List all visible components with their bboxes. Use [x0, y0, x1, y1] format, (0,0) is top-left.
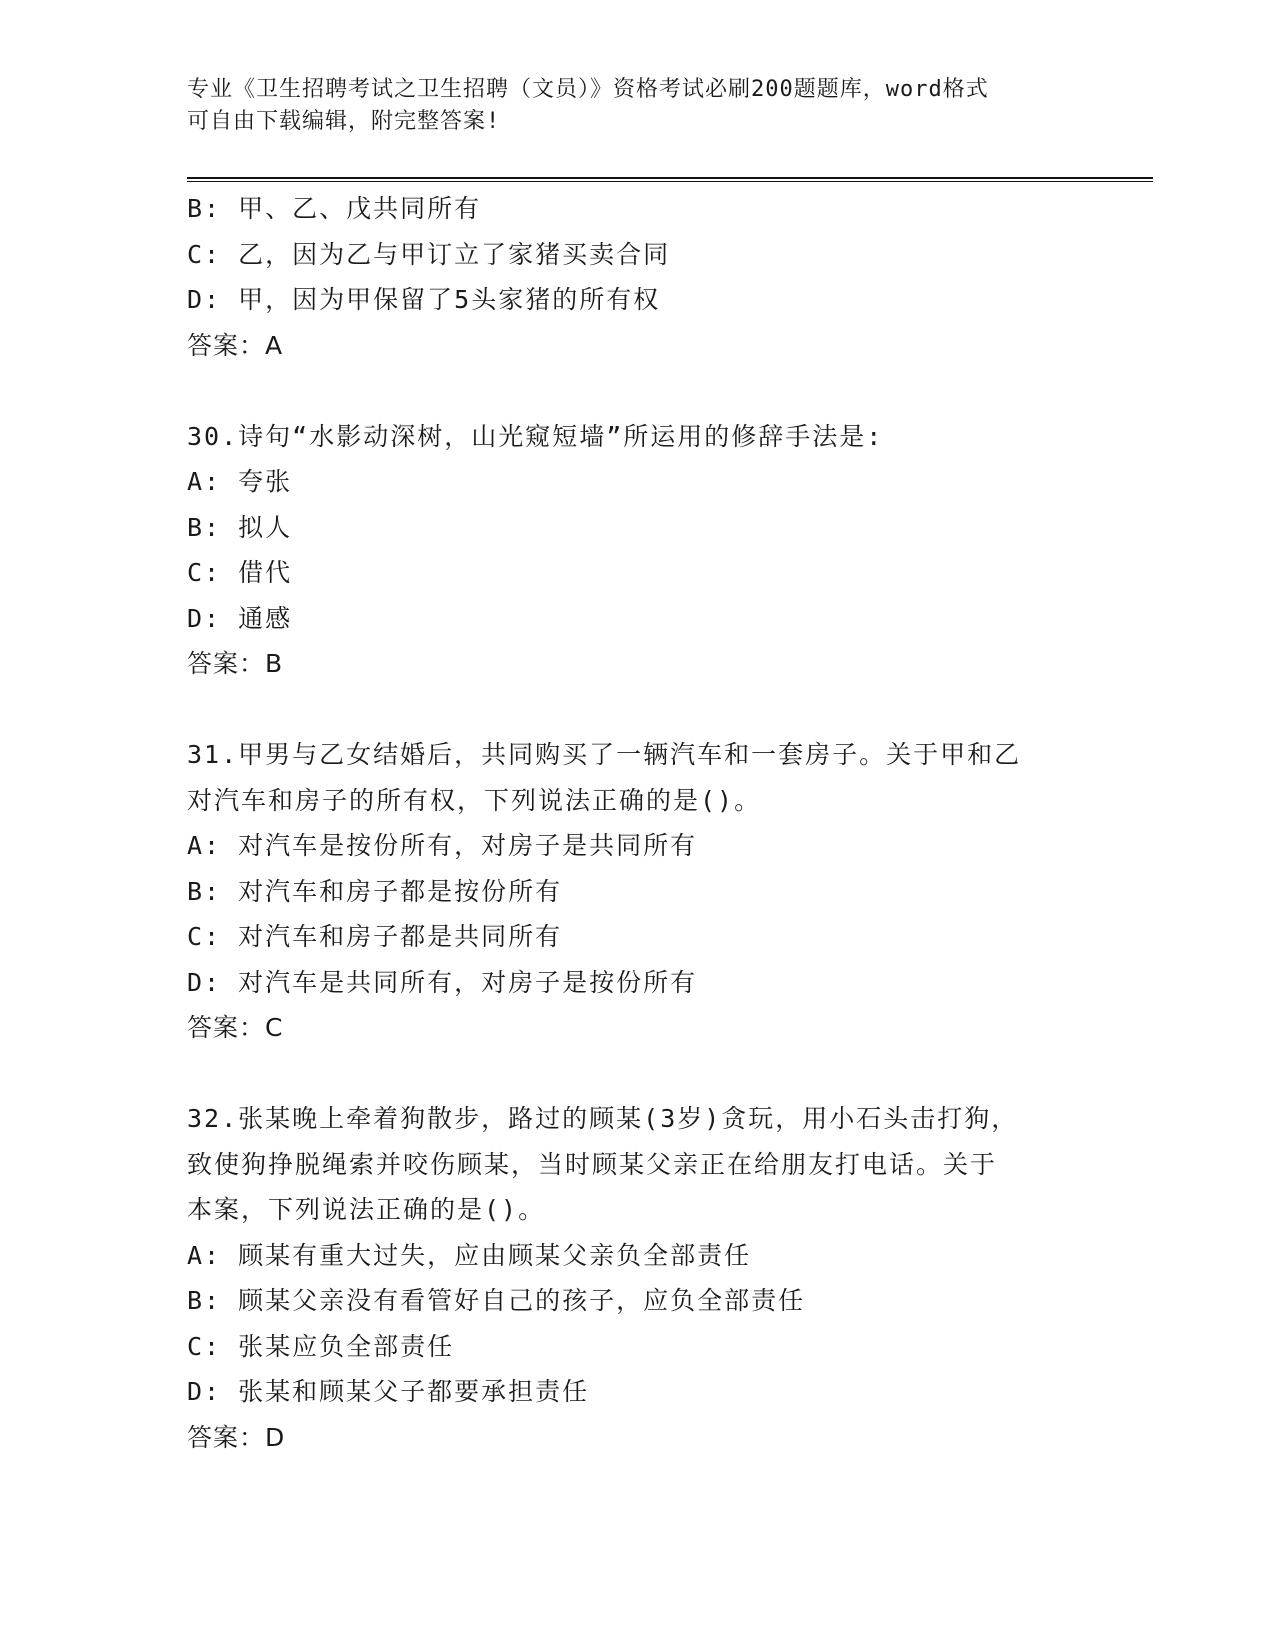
option-b: B: 对汽车和房子都是按份所有 — [187, 876, 563, 906]
question-stem-line-2: 致使狗挣脱绳索并咬伤顾某，当时顾某父亲正在给朋友打电话。关于 — [187, 1149, 998, 1179]
question-stem-line-1: 32.张某晚上牵着狗散步，路过的顾某(3岁)贪玩，用小石头击打狗， — [187, 1104, 1019, 1133]
header-title-line-2: 可自由下载编辑，附完整答案! — [187, 109, 501, 134]
question-stem-line-3: 本案，下列说法正确的是()。 — [187, 1195, 546, 1224]
question-content — [187, 186, 1087, 1460]
question-stem-line-2: 对汽车和房子的所有权，下列说法正确的是()。 — [187, 785, 762, 815]
option-a: A: 顾某有重大过失，应由顾某父亲负全部责任 — [187, 1240, 752, 1270]
question-31 — [187, 732, 1087, 1051]
page-header — [187, 74, 1067, 138]
answer-line: 答案：C — [187, 1013, 284, 1042]
option-d: D: 张某和顾某父子都要承担责任 — [187, 1377, 590, 1406]
option-c: C: 对汽车和房子都是共同所有 — [187, 922, 563, 951]
option-b: B: 甲、乙、戊共同所有 — [187, 194, 482, 223]
option-d: D: 对汽车是共同所有，对房子是按份所有 — [187, 967, 698, 997]
option-c: C: 张某应负全部责任 — [187, 1331, 455, 1361]
option-d: D: 甲，因为甲保留了5头家猪的所有权 — [187, 285, 661, 314]
answer-line: 答案：B — [187, 649, 284, 678]
option-b: B: 拟人 — [187, 512, 293, 542]
header-divider — [187, 177, 1153, 182]
header-title-line-1: 专业《卫生招聘考试之卫生招聘（文员）》资格考试必刷200题题库，word格式 — [187, 77, 989, 102]
question-stem: 30.诗句“水影动深树，山光窥短墙”所运用的修辞手法是: — [187, 421, 884, 451]
question-stem-line-1: 31.甲男与乙女结婚后，共同购买了一辆汽车和一套房子。关于甲和乙 — [187, 740, 1022, 769]
answer-line: 答案：D — [187, 1422, 286, 1452]
option-a: A: 夸张 — [187, 467, 293, 496]
option-d: D: 通感 — [187, 603, 293, 633]
answer-line: 答案：A — [187, 330, 284, 360]
question-29-continued — [187, 186, 1087, 368]
question-30 — [187, 414, 1087, 687]
option-c: C: 借代 — [187, 558, 293, 587]
question-32 — [187, 1096, 1087, 1460]
option-c: C: 乙，因为乙与甲订立了家猪买卖合同 — [187, 239, 671, 269]
option-b: B: 顾某父亲没有看管好自己的孩子，应负全部责任 — [187, 1286, 806, 1315]
option-a: A: 对汽车是按份所有，对房子是共同所有 — [187, 831, 698, 860]
